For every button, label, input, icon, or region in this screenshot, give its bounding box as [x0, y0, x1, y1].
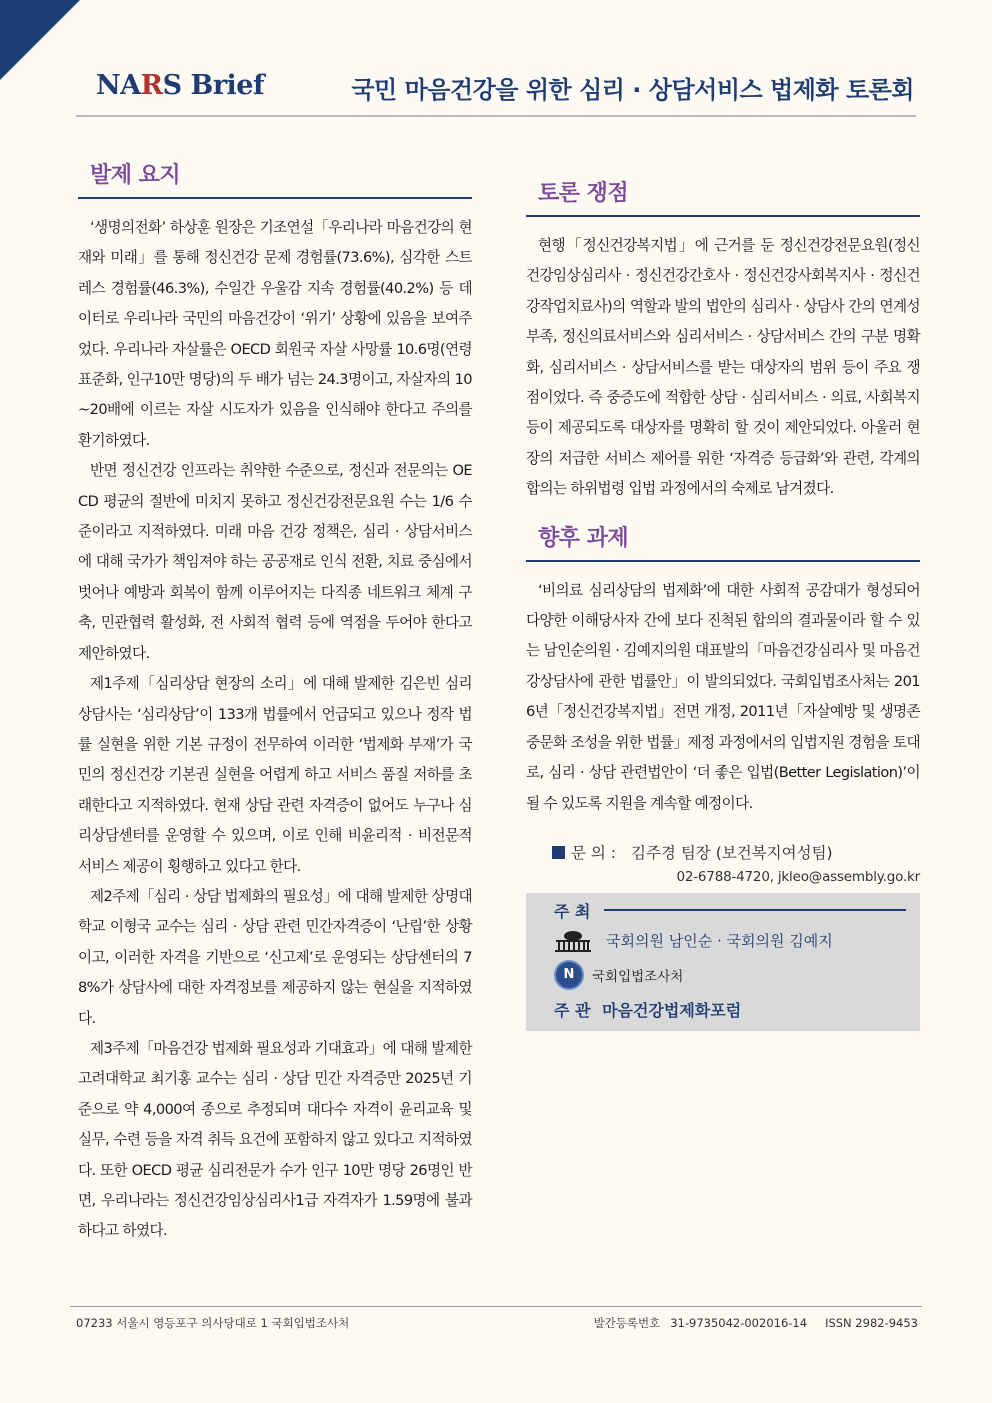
corner-decoration: [0, 0, 80, 80]
summary-paragraph-4: 제2주제「심리 · 상담 법제화의 필요성」에 대해 발제한 상명대학교 이형국 교수는 심리 · 상담 관련 민간자격증이 ‘난립’한 상황이고, 이러한 자격을 기반으로 ‘신고제’로 운영되는 상담센터의 78%가 상담사에 대한 자격정보를 제공하지 않는 현실을 지적하였다.: [78, 887, 472, 1027]
host-heading: [554, 899, 906, 922]
left-column: [78, 158, 472, 1247]
nars-seal-icon: N: [554, 960, 584, 990]
summary-paragraph-5: 제3주제「마음건강 법제화 필요성과 기대효과」에 대해 발제한 고려대학교 최기홍 교수는 심리 · 상담 민간 자격증만 2025년 기준으로 약 4,000여 종으로 추정되며 대다수 자격이 윤리교육 및 실무, 수련 등을 자격 취득 요건에 포함하지 않고 있다고 지적하였다. 또한 OECD 평균 심리전문가 수가 인구 10만 명당 26명인 반면, 우리나라는 정신건강임상심리사1급 자격자가 1.59명에 불과하다고 하였다.: [78, 1039, 472, 1240]
section-title-future: 향후 과제: [526, 521, 920, 562]
issues-paragraph: 현행「정신건강복지법」에 근거를 둔 정신건강전문요원(정신건강임상심리사 · 정신건강간호사 · 정신건강사회복지사 · 정신건강작업치료사)의 역할과 발의 법안의 심리사 · 상담사 간의 연계성 부족, 정신의료서비스와 심리서비스 · 상담서비스 간의 구분 명확화, 심리서비스 · 상담서비스를 받는 대상자의 범위 등이 주요 쟁점이었다. 즉 중증도에 적합한 상담 · 심리서비스 · 의료, 사회복지 등이 제공되도록 대상자를 명확히 할 것이 제안되었다. 아울러 현장의 저급한 서비스 제어를 위한 ‘자격증 등급화’와 관련, 각계의 합의는 하위법령 입법 과정에서의 숙제로 남겨졌다.: [526, 237, 920, 498]
host-rule: [604, 909, 906, 911]
host-assembly: [554, 930, 906, 952]
footer-registration: [576, 1315, 918, 1331]
footer-reg-label: 발간등록번호: [593, 1316, 661, 1330]
national-assembly-icon: [554, 930, 592, 952]
host-label: 주 최: [554, 901, 591, 921]
future-paragraph: ‘비의료 심리상담의 법제화’에 대한 사회적 공감대가 형성되어 다양한 이해당사자 간에 보다 진척된 합의의 결과물이라 할 수 있는 남인순의원 · 김예지의원 대표발의「마음건강심리사 및 마음건강상담사에 관한 법률안」이 발의되었다. 국회입법조사처는 2016년「정신건강복지법」전면 개정, 2011년「자살예방 및 생명존중문화 조성을 위한 법률」제정 과정에서의 입법지원 경험을 토대로, 심리 · 상담 관련법안이 ‘더 좋은 입법(Better Legislation)’이 될 수 있도록 지원을 계속할 예정이다.: [526, 581, 920, 812]
footer-issn: ISSN 2982-9453: [825, 1316, 918, 1330]
host2-name: 국회입법조사처: [592, 968, 684, 985]
contact-person: 김주경 팀장 (보건복지여성팀): [630, 843, 833, 862]
organizer: [554, 998, 906, 1021]
organizer-label: 주 관: [554, 1000, 591, 1020]
contact-label: 문 의 :: [571, 843, 617, 862]
section-title-summary: 발제 요지: [78, 158, 472, 199]
footer-reg-no: 31-9735042-002016-14: [670, 1316, 808, 1330]
host1-name: 국회의원 남인순 · 국회의원 김예지: [606, 932, 833, 951]
summary-paragraph-1: ‘생명의전화’ 하상훈 원장은 기조연설「우리나라 마음건강의 현재와 미래」를 통해 정신건강 문제 경험률(73.6%), 심각한 스트레스 경험률(46.3%), 수일간 우울감 지속 경험률(40.2%) 등 데이터로 우리나라 국민의 마음건강이 ‘위기’ 상황에 있음을 보여주었다. 우리나라 자살률은 OECD 회원국 자살 사망률 10.6명(연령 표준화, 인구10만 명당)의 두 배가 넘는 24.3명이고, 자살자의 10~20배에 이르는 자살 시도자가 있음을 인식해야 한다고 주의를 환기하였다.: [78, 219, 472, 449]
header-divider: [76, 115, 916, 117]
host-box: [526, 893, 920, 1031]
section-title-issues: 토론 쟁점: [526, 176, 920, 217]
nars-brief-logo: NARS Brief: [96, 70, 265, 101]
organizer-name: 마음건강법제화포럼: [602, 1000, 742, 1020]
footer-divider: [70, 1306, 922, 1307]
host-nars: [554, 960, 906, 990]
square-bullet-icon: [552, 846, 565, 859]
page-title: 국민 마음건강을 위한 심리 · 상담서비스 법제화 토론회: [351, 76, 914, 104]
contact-info: [526, 841, 920, 863]
summary-paragraph-3: 제1주제「심리상담 현장의 소리」에 대해 발제한 김은빈 심리상담사는 ‘심리상담’이 133개 법률에서 언급되고 있으나 정작 법률 실현을 위한 기본 규정이 전무하여 이러한 ‘법제화 부재’가 국민의 정신건강 기본권 실현을 어렵게 하고 서비스 품질 저하를 초래한다고 지적하였다. 현재 상담 관련 자격증이 없어도 누구나 심리상담센터를 운영할 수 있으며, 이로 인해 비윤리적 · 비전문적 서비스 제공이 횡행하고 있다고 한다.: [78, 675, 472, 875]
summary-paragraph-2: 반면 정신건강 인프라는 취약한 수준으로, 정신과 전문의는 OECD 평균의 절반에 미치지 못하고 정신건강전문요원 수는 1/6 수준이라고 지적하였다. 미래 마음 건강 정책은, 심리 · 상담서비스에 대해 국가가 책임져야 하는 공공재로 인식 전환, 치료 중심에서 벗어나 예방과 회복이 함께 이루어지는 다직종 네트워크 체계 구축, 민관협력 활성화, 전 사회적 협력 등에 역점을 두어야 한다고 제안하였다.: [78, 462, 472, 662]
footer-address: 07233 서울시 영등포구 의사당대로 1 국회입법조사처: [76, 1316, 350, 1330]
contact-phone-email: 02-6788-4720, jkleo@assembly.go.kr: [676, 868, 920, 885]
right-column: [526, 160, 920, 1031]
